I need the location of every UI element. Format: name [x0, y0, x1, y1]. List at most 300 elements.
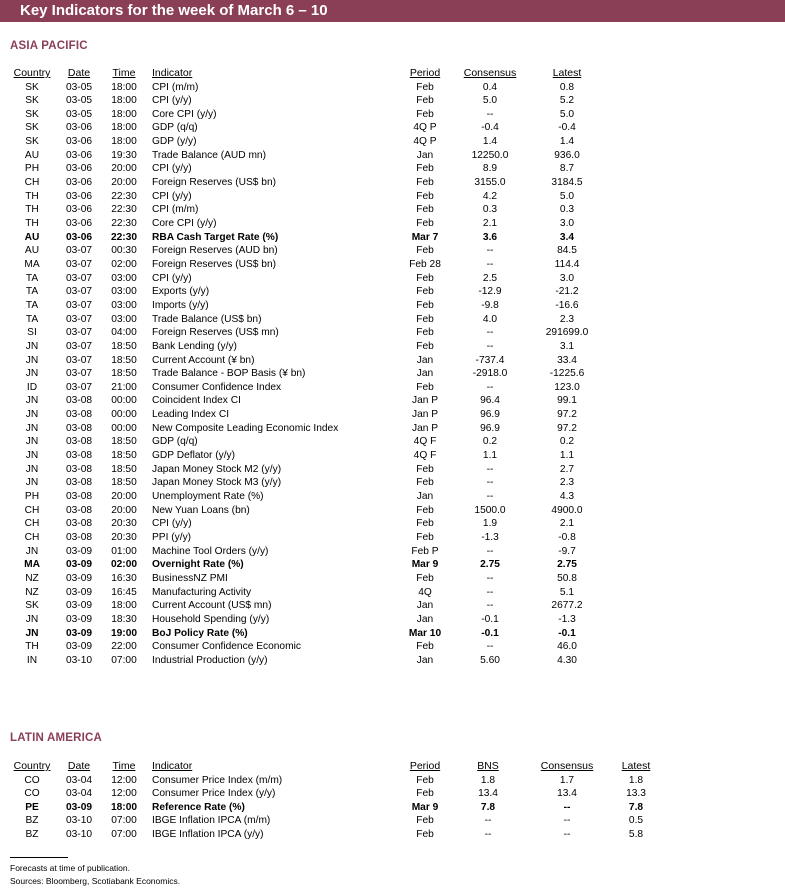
- cell-period: Feb 28: [409, 258, 441, 270]
- cell-consensus: 96.9: [480, 409, 500, 421]
- cell-date: 03-10: [65, 828, 93, 840]
- cell-consensus: --: [486, 381, 494, 393]
- cell-time: 18:30: [111, 613, 137, 625]
- cell-consensus: --: [486, 477, 494, 489]
- cell-indicator: Leading Index CI: [152, 409, 230, 421]
- cell-consensus: 0.3: [482, 204, 498, 216]
- cell-period: 4Q F: [413, 436, 437, 448]
- cell-date: 03-05: [65, 81, 93, 93]
- table-row: [0, 422, 785, 435]
- table-row: [0, 504, 785, 517]
- cell-indicator: Foreign Reserves (US$ mn): [152, 327, 279, 339]
- cell-bns: --: [484, 828, 492, 840]
- footnote-divider: [10, 857, 68, 858]
- cell-period: Jan: [416, 491, 434, 502]
- table-row: [0, 599, 785, 612]
- cell-country: JN: [25, 354, 39, 366]
- cell-country: TA: [25, 299, 39, 311]
- cell-time: 20:00: [111, 504, 137, 516]
- cell-country: AU: [24, 149, 40, 161]
- asia-header-row: [0, 67, 785, 80]
- cell-date: 03-08: [65, 395, 93, 407]
- cell-consensus: 0.4: [482, 81, 498, 93]
- cell-consensus: --: [486, 545, 494, 557]
- cell-indicator: IBGE Inflation IPCA (y/y): [152, 828, 264, 840]
- cell-latest: 13.3: [626, 788, 646, 800]
- cell-date: 03-07: [65, 354, 93, 366]
- cell-time: 16:45: [111, 586, 137, 598]
- cell-period: Mar 9: [411, 559, 439, 571]
- cell-country: TH: [25, 190, 39, 202]
- cell-consensus: 2.5: [482, 272, 498, 284]
- header-period: Period: [409, 67, 441, 79]
- cell-period: Jan P: [411, 395, 439, 407]
- cell-country: BZ: [25, 815, 39, 827]
- table-row: [0, 354, 785, 367]
- cell-country: AU: [24, 245, 40, 257]
- cell-latest: 8.7: [559, 163, 575, 175]
- cell-country: SK: [25, 600, 39, 612]
- cell-indicator: CPI (y/y): [152, 95, 192, 107]
- cell-indicator: Japan Money Stock M3 (y/y): [152, 477, 282, 489]
- cell-country: CH: [24, 504, 40, 516]
- cell-consensus: -1.3: [481, 531, 499, 543]
- cell-country: JN: [25, 422, 39, 434]
- cell-country: CH: [24, 531, 40, 543]
- cell-indicator: Household Spending (y/y): [152, 613, 270, 625]
- cell-indicator: CPI (y/y): [152, 518, 192, 530]
- cell-latest: 0.5: [628, 815, 644, 827]
- cell-indicator: CPI (m/m): [152, 81, 199, 93]
- cell-consensus: --: [563, 801, 571, 813]
- cell-consensus: 1500.0: [474, 504, 506, 516]
- header-date: Date: [67, 67, 91, 79]
- cell-time: 18:50: [111, 340, 137, 352]
- cell-indicator: Core CPI (y/y): [152, 108, 217, 120]
- cell-consensus: --: [486, 463, 494, 475]
- table-row: [0, 272, 785, 285]
- table-row: [0, 231, 785, 244]
- cell-latest: -9.7: [558, 545, 576, 557]
- header-latest: Latest: [552, 67, 582, 79]
- cell-indicator: Imports (y/y): [152, 299, 209, 311]
- cell-consensus: --: [486, 327, 494, 339]
- cell-time: 21:00: [111, 381, 137, 393]
- cell-latest: 3.4: [559, 231, 575, 243]
- cell-date: 03-09: [65, 641, 93, 653]
- cell-period: Feb: [416, 81, 434, 93]
- cell-period: Jan: [416, 654, 434, 666]
- cell-latest: 1.1: [559, 450, 575, 462]
- cell-time: 18:00: [111, 95, 137, 107]
- cell-consensus: -0.4: [481, 122, 499, 134]
- cell-date: 03-07: [65, 286, 93, 298]
- cell-consensus: 2.75: [480, 559, 500, 571]
- cell-indicator: RBA Cash Target Rate (%): [152, 231, 279, 243]
- cell-time: 22:30: [111, 204, 137, 216]
- cell-time: 18:00: [111, 136, 137, 148]
- cell-country: MA: [24, 559, 40, 571]
- cell-country: CH: [24, 177, 40, 189]
- cell-latest: 5.0: [559, 190, 575, 202]
- cell-latest: 5.8: [628, 828, 644, 840]
- cell-latest: 5.2: [559, 95, 575, 107]
- cell-country: NZ: [25, 572, 39, 584]
- cell-country: PH: [24, 163, 40, 175]
- cell-bns: --: [484, 815, 492, 827]
- table-row: [0, 340, 785, 353]
- cell-date: 03-09: [65, 613, 93, 625]
- cell-country: JN: [25, 627, 39, 639]
- cell-country: JN: [25, 463, 39, 475]
- cell-indicator: Trade Balance (US$ bn): [152, 313, 262, 325]
- table-row: [0, 787, 785, 800]
- cell-period: Mar 9: [411, 801, 439, 813]
- cell-country: BZ: [25, 828, 39, 840]
- cell-consensus: 12250.0: [471, 149, 509, 161]
- cell-period: Feb: [416, 463, 434, 475]
- cell-indicator: Foreign Reserves (US$ bn): [152, 258, 276, 270]
- table-row: [0, 801, 785, 814]
- cell-indicator: Trade Balance - BOP Basis (¥ bn): [152, 368, 306, 380]
- cell-latest: -21.2: [555, 286, 579, 298]
- cell-period: 4Q P: [413, 122, 437, 134]
- cell-date: 03-07: [65, 327, 93, 339]
- cell-period: Feb: [416, 504, 434, 516]
- cell-time: 20:30: [111, 518, 137, 530]
- cell-date: 03-10: [65, 654, 93, 666]
- cell-date: 03-09: [65, 627, 93, 639]
- cell-country: SK: [25, 108, 39, 120]
- cell-period: Feb: [416, 286, 434, 298]
- table-row: [0, 217, 785, 230]
- table-row: [0, 121, 785, 134]
- cell-period: Feb: [416, 788, 434, 800]
- cell-country: TA: [25, 313, 39, 325]
- cell-consensus: -737.4: [475, 354, 505, 366]
- cell-latest: 5.0: [559, 108, 575, 120]
- cell-time: 18:50: [111, 354, 137, 366]
- header-indicator: Indicator: [152, 760, 193, 772]
- cell-indicator: Industrial Production (y/y): [152, 654, 268, 666]
- cell-country: JN: [25, 368, 39, 380]
- cell-date: 03-09: [65, 586, 93, 598]
- cell-date: 03-06: [65, 231, 93, 243]
- cell-indicator: Exports (y/y): [152, 286, 210, 298]
- cell-period: Mar 10: [408, 627, 442, 639]
- cell-indicator: Foreign Reserves (US$ bn): [152, 177, 276, 189]
- cell-bns: 7.8: [480, 801, 496, 813]
- cell-latest: 0.8: [559, 81, 575, 93]
- cell-latest: 2677.2: [551, 600, 583, 612]
- cell-latest: 99.1: [557, 395, 577, 407]
- cell-country: SI: [27, 327, 37, 339]
- cell-latest: 5.1: [559, 586, 575, 598]
- cell-consensus: 5.0: [482, 95, 498, 107]
- cell-consensus: -0.1: [481, 627, 499, 639]
- cell-consensus: --: [486, 258, 494, 270]
- cell-date: 03-08: [65, 491, 93, 502]
- table-row: [0, 313, 785, 326]
- cell-time: 18:50: [111, 436, 137, 448]
- cell-indicator: PPI (y/y): [152, 531, 192, 543]
- cell-period: Feb: [416, 299, 434, 311]
- cell-indicator: Manufacturing Activity: [152, 586, 252, 598]
- cell-consensus: 96.9: [480, 422, 500, 434]
- cell-time: 03:00: [111, 299, 137, 311]
- cell-time: 03:00: [111, 286, 137, 298]
- cell-indicator: CPI (m/m): [152, 204, 199, 216]
- cell-period: Feb: [416, 272, 434, 284]
- cell-date: 03-04: [65, 788, 93, 800]
- cell-indicator: Consumer Price Index (m/m): [152, 774, 283, 786]
- cell-latest: 2.1: [559, 518, 575, 530]
- cell-consensus: 2.1: [482, 218, 498, 229]
- table-row: [0, 408, 785, 421]
- cell-date: 03-09: [65, 572, 93, 584]
- cell-latest: 114.4: [554, 258, 580, 270]
- cell-consensus: 96.4: [480, 395, 500, 407]
- cell-latest: 1.8: [628, 774, 644, 786]
- cell-consensus: 0.2: [482, 436, 498, 448]
- cell-period: Feb: [416, 95, 434, 107]
- table-row: [0, 367, 785, 380]
- table-row: [0, 94, 785, 107]
- cell-indicator: Consumer Price Index (y/y): [152, 788, 276, 800]
- cell-latest: 3184.5: [551, 177, 583, 189]
- cell-consensus: --: [486, 586, 494, 598]
- cell-indicator: New Composite Leading Economic Index: [152, 422, 339, 434]
- cell-time: 18:50: [111, 477, 137, 489]
- cell-indicator: Coincident Index CI: [152, 395, 241, 407]
- cell-latest: 7.8: [628, 801, 644, 813]
- cell-time: 07:00: [111, 654, 137, 666]
- cell-period: Jan: [416, 368, 434, 380]
- cell-country: AU: [24, 231, 40, 243]
- cell-indicator: BusinessNZ PMI: [152, 572, 228, 584]
- header-country: Country: [13, 67, 51, 79]
- table-row: [0, 244, 785, 257]
- cell-time: 18:00: [110, 801, 138, 813]
- cell-country: PE: [25, 801, 39, 813]
- cell-consensus: 4.0: [482, 313, 498, 325]
- cell-time: 00:00: [111, 409, 137, 421]
- cell-period: Feb: [416, 108, 434, 120]
- cell-date: 03-08: [65, 463, 93, 475]
- cell-latest: 0.2: [559, 436, 575, 448]
- cell-date: 03-08: [65, 477, 93, 489]
- cell-period: Feb P: [411, 545, 439, 557]
- cell-period: Jan: [416, 354, 434, 366]
- cell-country: TH: [25, 641, 39, 653]
- cell-time: 01:00: [111, 545, 137, 557]
- cell-consensus: 1.9: [482, 518, 498, 530]
- table-row: [0, 490, 785, 503]
- cell-indicator: CPI (y/y): [152, 163, 192, 175]
- cell-period: 4Q: [418, 586, 432, 598]
- table-row: [0, 627, 785, 640]
- cell-country: PH: [24, 491, 40, 502]
- cell-consensus: 1.1: [482, 450, 498, 462]
- cell-date: 03-08: [65, 422, 93, 434]
- cell-country: SK: [25, 122, 39, 134]
- cell-date: 03-05: [65, 108, 93, 120]
- cell-indicator: Consumer Confidence Index: [152, 381, 282, 393]
- cell-period: Feb: [416, 774, 434, 786]
- cell-latest: 4.30: [557, 654, 577, 666]
- table-row: [0, 176, 785, 189]
- cell-time: 03:00: [111, 313, 137, 325]
- cell-latest: 3.1: [559, 340, 575, 352]
- table-row: [0, 435, 785, 448]
- cell-latest: 4.3: [559, 491, 575, 502]
- cell-time: 22:30: [111, 218, 137, 229]
- cell-consensus: 4.2: [482, 190, 498, 202]
- cell-country: TA: [25, 272, 39, 284]
- cell-indicator: GDP (y/y): [152, 136, 197, 148]
- cell-time: 18:00: [111, 600, 137, 612]
- cell-consensus: 13.4: [557, 788, 577, 800]
- cell-latest: 46.0: [557, 641, 577, 653]
- cell-date: 03-07: [65, 313, 93, 325]
- cell-date: 03-06: [65, 136, 93, 148]
- cell-date: 03-09: [65, 559, 93, 571]
- cell-date: 03-10: [65, 815, 93, 827]
- header-time: Time: [112, 760, 136, 772]
- cell-country: JN: [25, 409, 39, 421]
- table-row: [0, 463, 785, 476]
- table-row: [0, 381, 785, 394]
- cell-date: 03-06: [65, 149, 93, 161]
- cell-consensus: --: [486, 491, 494, 502]
- cell-date: 03-08: [65, 450, 93, 462]
- cell-consensus: --: [486, 641, 494, 653]
- cell-period: Feb: [416, 204, 434, 216]
- cell-latest: 2.3: [559, 477, 575, 489]
- header-time: Time: [112, 67, 136, 79]
- cell-time: 20:00: [111, 491, 137, 502]
- cell-date: 03-09: [65, 545, 93, 557]
- cell-indicator: CPI (y/y): [152, 272, 192, 284]
- cell-latest: 2.3: [559, 313, 575, 325]
- cell-country: JN: [25, 613, 39, 625]
- cell-latest: 84.5: [557, 245, 577, 257]
- cell-period: Feb: [416, 381, 434, 393]
- cell-date: 03-06: [65, 204, 93, 216]
- cell-latest: 936.0: [554, 149, 580, 161]
- table-row: [0, 162, 785, 175]
- cell-indicator: GDP Deflator (y/y): [152, 450, 236, 462]
- cell-date: 03-08: [65, 409, 93, 421]
- cell-period: Feb: [416, 641, 434, 653]
- cell-consensus: --: [486, 572, 494, 584]
- cell-time: 02:00: [111, 258, 137, 270]
- cell-indicator: Unemployment Rate (%): [152, 491, 264, 502]
- latam-header-row: [0, 760, 785, 773]
- table-row: [0, 531, 785, 544]
- cell-date: 03-06: [65, 190, 93, 202]
- table-row: [0, 654, 785, 667]
- cell-time: 12:00: [111, 788, 137, 800]
- cell-date: 03-09: [65, 801, 93, 813]
- cell-date: 03-07: [65, 245, 93, 257]
- cell-indicator: GDP (q/q): [152, 436, 198, 448]
- cell-country: SK: [25, 95, 39, 107]
- cell-date: 03-08: [65, 518, 93, 530]
- cell-indicator: Trade Balance (AUD mn): [152, 149, 266, 161]
- cell-date: 03-07: [65, 299, 93, 311]
- cell-time: 02:00: [110, 559, 138, 571]
- cell-country: JN: [25, 545, 39, 557]
- cell-latest: 2.75: [557, 559, 577, 571]
- header-date: Date: [67, 760, 91, 772]
- cell-time: 00:00: [111, 395, 137, 407]
- header-country: Country: [13, 760, 51, 772]
- cell-period: Feb: [416, 572, 434, 584]
- footnote-sources: Sources: Bloomberg, Scotiabank Economics.: [10, 876, 181, 886]
- cell-consensus: --: [563, 815, 571, 827]
- cell-consensus: 8.9: [482, 163, 498, 175]
- cell-period: Jan P: [411, 409, 439, 421]
- cell-country: MA: [24, 258, 40, 270]
- cell-period: Feb: [416, 477, 434, 489]
- cell-consensus: -12.9: [478, 286, 502, 298]
- cell-country: JN: [25, 340, 39, 352]
- cell-time: 00:30: [111, 245, 137, 257]
- cell-latest: 50.8: [557, 572, 577, 584]
- cell-country: CH: [24, 518, 40, 530]
- cell-period: Feb: [416, 828, 434, 840]
- cell-consensus: --: [563, 828, 571, 840]
- cell-indicator: New Yuan Loans (bn): [152, 504, 250, 516]
- cell-latest: 3.0: [559, 218, 575, 229]
- cell-time: 22:30: [110, 231, 138, 243]
- cell-date: 03-07: [65, 381, 93, 393]
- table-row: [0, 640, 785, 653]
- cell-country: SK: [25, 136, 39, 148]
- cell-period: Feb: [416, 190, 434, 202]
- cell-country: ID: [26, 381, 38, 393]
- cell-period: 4Q F: [413, 450, 437, 462]
- footnote-forecasts: Forecasts at time of publication.: [10, 863, 131, 873]
- cell-indicator: Consumer Confidence Economic: [152, 641, 301, 653]
- table-row: [0, 394, 785, 407]
- cell-latest: 123.0: [554, 381, 580, 393]
- cell-date: 03-06: [65, 163, 93, 175]
- cell-indicator: Overnight Rate (%): [152, 559, 244, 571]
- cell-indicator: Reference Rate (%): [152, 801, 245, 813]
- header-period: Period: [409, 760, 441, 772]
- table-row: [0, 572, 785, 585]
- cell-period: Feb: [416, 163, 434, 175]
- table-row: [0, 613, 785, 626]
- cell-country: JN: [25, 450, 39, 462]
- cell-country: SK: [25, 81, 39, 93]
- cell-indicator: Foreign Reserves (AUD bn): [152, 245, 278, 257]
- table-row: [0, 449, 785, 462]
- cell-latest: 3.0: [559, 272, 575, 284]
- cell-indicator: GDP (q/q): [152, 122, 198, 134]
- cell-time: 18:00: [111, 122, 137, 134]
- cell-indicator: Core CPI (y/y): [152, 218, 217, 229]
- cell-period: Feb: [416, 218, 434, 229]
- table-row: [0, 285, 785, 298]
- cell-country: TA: [25, 286, 39, 298]
- cell-latest: -16.6: [555, 299, 579, 311]
- cell-date: 03-07: [65, 258, 93, 270]
- table-row: [0, 258, 785, 271]
- latam-section-title: LATIN AMERICA: [10, 732, 103, 744]
